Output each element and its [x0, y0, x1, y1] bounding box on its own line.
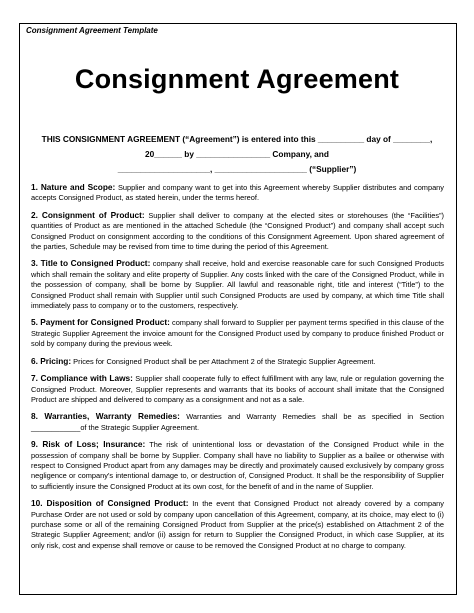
section-title-to-product [31, 258, 444, 311]
intro-line-2: 20______ by ________________ Company, and [145, 149, 329, 159]
agreement-sections [31, 182, 444, 557]
section-body: Supplier shall cooperate fully to effect fulfillment with any law, rule or regulation governing the Consigned Product. Moreover, Supplier represents and warrants that its books of account shall imitate that the Consigned Product are shipped and delivered to company as a consignment and not as a sale. [31, 374, 444, 404]
section-risk-of-loss [31, 439, 444, 492]
section-pricing [31, 356, 444, 367]
section-body: Supplier shall deliver to company at the elected sites or storehouses (the “Facilities”) quantities of Product as are mentioned in the attached Schedule (the “Consigned Product”) and company shall accept such Consigned Product on consignment according to the conditions of this Consignment Agreement. Upon shared agreement of the parties, Schedule may be revised from time to time during the period of this Agreement. [31, 210, 444, 252]
section-heading: 1. Nature and Scope: [31, 182, 116, 192]
section-body: In the event that Consigned Product not already covered by a company Purchase Order are not used or sold by company upon cancellation of this Agreement, company, at its choice, may elect to (i) purchase some or all of the remaining Consigned Product from Supplier at the price(s) established on Attachment 2 of the Strategic Supplier Agreement; and/or (ii) assign for return to Supplier the Consigned Product, in which case Supplier, at its only risk, cost and expense shall remove or cause to be removed the Consigned Product at no charge to company. [31, 499, 444, 550]
template-label: Consignment Agreement Template [26, 26, 158, 35]
intro-line-1: THIS CONSIGNMENT AGREEMENT (“Agreement”) is entered into this __________ day of ________, [41, 134, 433, 144]
section-body: company shall receive, hold and exercise reasonable care for such Consigned Products which shall remain the solitary and elite property of Supplier. Any costs linked with the care of the Consigned Product, while in the possession of company, shall be borne by Supplier. All lawful and reasonable right, title and interest (“Title”) to the Consigned Product shall remain with Supplier until such Consigned Products are used by company, at which time Title shall immediately pass to company or to the customers, respectively. [31, 259, 445, 311]
section-compliance [31, 373, 444, 405]
section-heading: 9. Risk of Loss; Insurance: [31, 439, 146, 450]
section-body: Warranties and Warranty Remedies shall be as specified in Section ____________of the Strategic Supplier Agreement. [31, 412, 445, 432]
section-consignment-of-product [31, 210, 444, 253]
page-title: Consignment Agreement [74, 64, 400, 94]
section-heading: 5. Payment for Consigned Product: [31, 317, 170, 328]
section-body: company shall forward to Supplier per payment terms specified in this clause of the Strategic Supplier Agreement the invoice amount for the Consigned Product used by company to produce finished Product or sold by company during the previous week. [31, 318, 444, 349]
intro-line-3: ____________________, ____________________ (“Supplier”) [117, 164, 357, 174]
section-heading: 3. Title to Consigned Product: [31, 258, 151, 269]
intro-paragraph [30, 132, 444, 177]
section-heading: 10. Disposition of Consigned Product: [31, 498, 189, 509]
section-warranties [31, 411, 444, 433]
section-disposition [31, 498, 444, 551]
section-heading: 6. Pricing: [31, 355, 72, 366]
section-nature-scope [31, 182, 444, 204]
section-heading: 2. Consignment of Product: [31, 209, 145, 220]
section-body: Prices for Consigned Product shall be per Attachment 2 of the Strategic Supplier Agreement. [71, 356, 376, 366]
section-body: The risk of unintentional loss or devastation of the Consigned Product while in the possession of company shall be borne by Supplier. Company shall have no liability to Supplier as a bailee or otherwise with respect to Consigned Product apart from any damages may be directly and proximately caused exclusively by company gross negligence or company’s intentional damage to, or destruction of, Consigned Product. It shall be the responsibility of Supplier to sufficiently insure the Consigned Product at its own cost, for the benefit of and in the name of Supplier. [31, 440, 444, 491]
section-body: Supplier and company want to get into this Agreement whereby Supplier distributes and company accepts Consigned Product, as stated herein, under the terms hereof. [31, 183, 444, 203]
section-heading: 8. Warranties, Warranty Remedies: [31, 411, 180, 422]
section-heading: 7. Compliance with Laws: [31, 373, 133, 384]
section-payment [31, 317, 444, 349]
